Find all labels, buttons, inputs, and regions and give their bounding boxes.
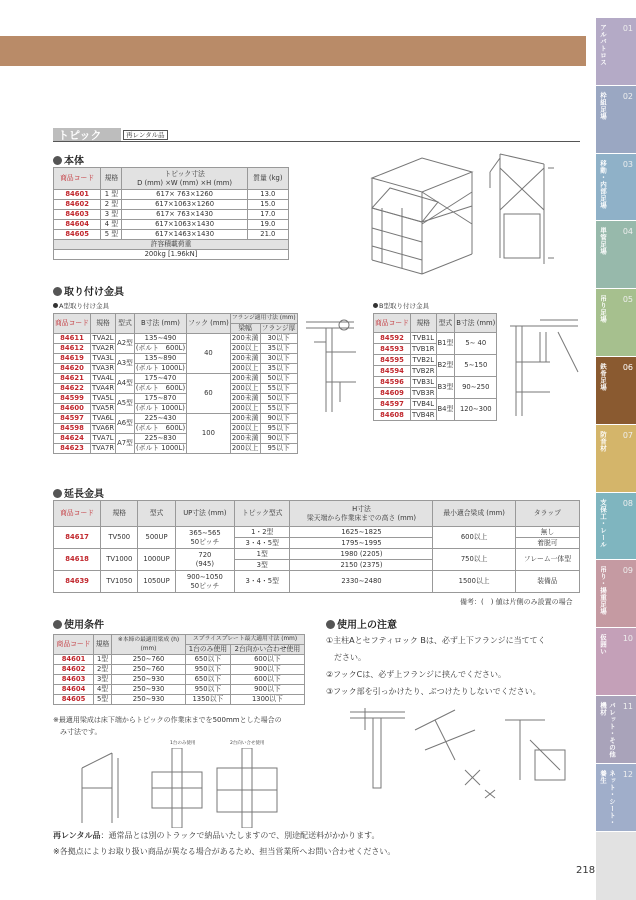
cell: 21.0 [247,230,288,240]
cell: 600以下 [230,655,304,665]
th: B寸法 (mm) [455,314,497,333]
cell: 84597 [54,414,91,424]
bullet-icon [53,303,58,308]
cell: 3型 [234,560,290,571]
tab-num: 09 [622,566,633,576]
cell: 600以下 [230,675,304,685]
section-conditions [53,616,104,631]
tab-label: アルバトロス [599,24,607,66]
cell: 84602 [54,665,94,675]
th-spec: 規格 [101,168,122,190]
tab-label: パレット・その他機材 [599,701,616,758]
cell: 617× 763×1430 [122,210,247,220]
cell: 84601 [54,655,94,665]
tab-10[interactable] [596,628,636,696]
tab-num: 05 [622,295,633,305]
cell: 35以下 [260,344,297,354]
section-label: 使用上の注意 [337,620,397,631]
cell: 225∼430 [134,414,186,424]
th: 型式 [138,501,175,527]
section-label: 本体 [64,156,84,167]
cell: 84597 [374,399,411,410]
tab-label: 吊り足場 [599,295,607,324]
cell: A7型 [116,434,135,454]
cell: 30以下 [260,334,297,344]
cell: TVA6R [91,424,115,432]
cell: (ボルト 1000L) [136,404,185,412]
bullet-icon [326,620,335,629]
cell: 84611 [54,334,91,344]
cell: 617×1463×1430 [122,230,247,240]
section-extension [53,485,104,500]
cell: 617×1063×1430 [122,220,247,230]
cell: 84594 [374,366,411,377]
cell: 200以上 [231,424,259,432]
th: 規格 [101,501,138,527]
tab-02[interactable] [596,86,636,154]
cell: 900以下 [230,665,304,675]
cell: 84605 [54,695,94,705]
section-label: 使用条件 [64,620,104,631]
cell: TVB2R [411,366,435,375]
cell: TVA4L [92,374,114,382]
cell: TV1050 [101,571,138,593]
ext-note: 備考：( ) 値は片側のみ設置の場合 [460,598,573,606]
tab-label: ネット・シート・養生 [599,769,616,826]
cell [175,571,234,593]
cell: 135∼890 [134,354,186,364]
cell: TVA3L [92,354,114,362]
cell: TVA2L [92,334,114,342]
cell: 84604 [54,220,101,230]
tab-08[interactable] [596,493,636,561]
section-caution [326,616,397,631]
cell: A6型 [116,414,135,434]
cell: 200以上 [231,344,259,352]
section-fitting [53,283,124,298]
cell: (ボルト 1000L) [136,444,185,452]
cell: 着脱可 [515,538,579,549]
cell: 84600 [54,404,91,414]
cell: (ボルト 600L) [135,344,186,352]
th: 規格 [94,635,112,655]
load-label: 許容積載荷重 [54,240,289,250]
cell: 17.0 [247,210,288,220]
tab-blank [596,832,636,900]
tab-label: 吊り・揚重足場 [599,566,607,616]
body-table [53,167,289,260]
cell: 4 型 [101,220,122,230]
cell: 84624 [54,434,91,444]
tab-01[interactable] [596,18,636,86]
tab-05[interactable] [596,289,636,357]
th-h: H寸法 [352,504,371,513]
cell: 13.0 [247,190,288,200]
up2: 50ピッチ [190,537,220,546]
cell: A2型 [116,334,135,354]
th: 2台向かい合わせ使用 [230,645,304,655]
tab-num: 08 [622,498,633,508]
caution-item: ださい。 [326,653,366,662]
cell: TVA4R [91,384,115,392]
cell: TVA6L [92,414,114,422]
topic-body-figure [362,148,562,278]
cell: フレーム一体型 [515,549,579,571]
cell: 250∼760 [112,665,186,675]
th-h2: 梁天端から作業床までの高さ (mm) [306,513,416,522]
bullet-icon [373,303,378,308]
fig-label-2: 2台向い合せ使用 [230,741,265,746]
th: 1台のみ使用 [186,645,231,655]
caution-list [326,632,546,700]
cell: 95以下 [260,424,297,434]
cell: 950以下 [186,685,231,695]
cell: 84596 [374,377,411,388]
tab-num: 11 [622,701,633,711]
th-dims-2: D (mm) ×W (mm) ×H (mm) [137,178,233,187]
cell: 84604 [54,685,94,695]
bullet-icon [53,287,62,296]
cell: 60 [187,374,231,414]
cell: 84598 [54,424,91,434]
cell [175,527,234,549]
load-value: 200kg [1.96kN] [54,250,289,260]
cell: 1 型 [101,190,122,200]
cell: 1300以下 [230,695,304,705]
cell: B3型 [436,377,455,399]
cell: TVB3R [411,388,435,397]
footer-text: ：通常品とは別のトラックで納品いたしますので、別途配送料がかかります。 [100,831,380,840]
conditions-figure [72,748,312,828]
caption-a [53,301,109,310]
cell: 無し [515,527,579,538]
footer-line-1 [53,828,395,844]
cell: 84617 [54,527,101,549]
cell: 84602 [54,200,101,210]
up: 720 [198,550,212,559]
fitting-b-table [373,313,497,421]
footer-line-2: ※各拠点によりお取り扱い商品が異なる場合があるため、担当営業所へお問い合わせください。 [53,847,396,856]
title-bar [53,128,580,142]
th: 商品コード [54,314,91,334]
cell: 1・2型 [234,527,290,538]
tab-num: 12 [622,769,633,779]
cell: 50以下 [260,374,297,384]
cell: 84593 [374,344,411,355]
tab-11[interactable] [596,696,636,764]
tab-07[interactable] [596,425,636,493]
cell: 30以下 [260,354,297,364]
cell: B2型 [436,355,455,377]
th: トピック型式 [234,501,290,527]
cell: 35以下 [260,364,297,374]
cell: TVB1R [411,344,435,353]
cell: TVB3L [412,377,435,386]
cell: 617× 763×1260 [122,190,247,200]
cell: TVA5R [91,404,115,412]
cell: 650以下 [186,655,231,665]
cell: TVB4L [412,399,435,408]
cell: TVA2R [91,344,115,352]
cell: 200以上 [231,384,259,392]
th: 梁幅 [230,324,260,334]
tab-06[interactable] [596,357,636,425]
cell: 84623 [54,444,91,454]
tab-label: 仮囲い [599,634,607,656]
th: 商品コード [374,314,411,333]
cell: 200未満 [231,414,259,422]
th-dims [122,168,247,190]
th: 商品コード [54,501,101,527]
section-label: 取り付け金具 [64,287,124,298]
cell: 175∼870 [134,394,186,404]
cell: 200未満 [231,434,259,442]
footer [53,828,395,860]
cell: 950以下 [186,665,231,675]
cell: 175∼470 [134,374,186,384]
cell: 100 [187,414,231,454]
cell: 84592 [374,333,411,344]
bullet-icon [53,156,62,165]
th: 規格 [90,314,115,334]
cell: 3 型 [101,210,122,220]
cell: 84599 [54,394,91,404]
cell: 200以上 [231,404,259,412]
cell: 84601 [54,190,101,200]
cell: 84639 [54,571,101,593]
th-dims-1: トピック寸法 [164,169,205,178]
rental-badge: 再レンタル品 [123,130,168,140]
bullet-icon [53,620,62,629]
cell: 200未満 [231,334,259,342]
cell: TVA7L [92,434,114,442]
tab-label: 単管足場 [599,227,607,256]
cell: 1050UP [138,571,175,593]
cell: 84618 [54,549,101,571]
header-band [0,36,586,66]
tab-num: 04 [622,227,633,237]
fitting-a-figure [296,312,368,422]
cell: TVB1L [412,333,435,342]
bullet-icon [53,489,62,498]
up: 900∼1050 [186,572,223,581]
cell: 40 [187,334,231,374]
cell: TVB4R [411,410,435,419]
cell: 84605 [54,230,101,240]
cell: 200以上 [231,364,259,372]
footer-bold: 再レンタル品 [53,831,101,840]
section-label: 延長金具 [64,489,104,500]
cell: 1000UP [138,549,175,571]
cell: B1型 [436,333,455,355]
caution-figure [345,700,575,800]
cell: 5 型 [101,230,122,240]
tab-num: 10 [622,634,633,644]
cond-note-2: み寸法です。 [60,728,102,736]
tab-09[interactable] [596,560,636,628]
cell: 1500以上 [433,571,515,593]
cell: 50以下 [260,394,297,404]
cell: 84619 [54,354,91,364]
conditions-table [53,634,305,705]
cell: TVA3R [91,364,115,372]
cell: 200以上 [231,444,259,452]
cell: 90∼250 [455,377,497,399]
cell: 84620 [54,364,91,374]
caption-text: B型取り付け金具 [379,302,429,310]
cell: A4型 [116,374,135,394]
cell: 84608 [374,410,411,421]
cell: TVA5L [92,394,114,402]
cell: TV1000 [101,549,138,571]
tab-12[interactable] [596,764,636,832]
cell: 2型 [94,665,112,675]
cell: 95以下 [260,444,297,454]
tab-num: 07 [622,430,633,440]
cell: 200未満 [231,374,259,382]
caption-text: A型取り付け金具 [59,302,109,310]
caption-b [373,301,429,310]
cell: TV500 [101,527,138,549]
cell: 55以下 [260,384,297,394]
cell: 1795∼1995 [290,538,433,549]
fig-label-1: 1台のみ使用 [170,741,196,746]
cell: 900以下 [230,685,304,695]
cell: (ボルト 1000L) [136,364,185,372]
chapter-sidebar [596,18,636,832]
cell: 15.0 [247,200,288,210]
cell: 84612 [54,344,91,354]
cell: 19.0 [247,220,288,230]
cell: 84622 [54,384,91,394]
caution-item: ①主柱Aとセフティロック Bは、必ず上下フランジに当ててく [326,636,546,645]
cell: TVB2L [412,355,435,364]
cell: TVA7R [91,444,115,452]
th: ※本締の最適用梁成 (h) (mm) [112,635,186,655]
cell: 5∼ 40 [455,333,497,355]
cell: A3型 [116,354,135,374]
cell: 55以下 [260,404,297,414]
cell: 2150 (2375) [290,560,433,571]
caution-item: ③フック部を引っかけたり、ぶつけたりしないでください。 [326,687,541,696]
section-body [53,152,84,167]
caution-item: ②フックCは、必ず上フランジに挟んでください。 [326,670,506,679]
cell [175,549,234,571]
cell: 200未満 [231,394,259,402]
cell: 1型 [234,549,290,560]
cell: 84603 [54,675,94,685]
page-number: 218 [576,865,596,876]
th: フランジ厚 [261,324,296,332]
th: 型式 [116,314,135,334]
cell: 250∼930 [112,685,186,695]
cell: 4型 [94,685,112,695]
tab-num: 01 [622,24,633,33]
fitting-b-figure [500,312,582,422]
th: 商品コード [54,635,94,655]
tab-num: 03 [622,159,633,169]
cell: 250∼760 [112,655,186,665]
tab-03[interactable] [596,154,636,222]
th: フランジ適用寸法 (mm) [230,314,297,324]
cell: 1625∼1825 [290,527,433,538]
extension-table [53,500,580,593]
cell: 225∼830 [134,434,186,444]
cell: 1型 [94,655,112,665]
th-mass: 質量 (kg) [247,168,288,190]
cell: 1350以下 [186,695,231,705]
th: タラップ [515,501,579,527]
cell: 250∼930 [112,675,186,685]
th: UP寸法 (mm) [175,501,234,527]
up2: 50ピッチ [190,581,220,590]
tab-num: 06 [622,362,633,372]
cell: 120∼300 [455,399,497,421]
cell: 84595 [374,355,411,366]
tab-label: 支保工・レール [599,498,607,548]
tab-label: 移動・内部足場 [599,159,607,209]
cell: 3・4・5型 [234,538,290,549]
tab-04[interactable] [596,221,636,289]
cell: A5型 [116,394,135,414]
cell: 750以上 [433,549,515,571]
cell: 84603 [54,210,101,220]
tab-label: 枠組足場 [599,91,607,120]
cell: 84621 [54,374,91,384]
cell: 600以上 [433,527,515,549]
tab-label: 防音材 [599,430,607,452]
th: 型式 [436,314,455,333]
tab-label: 鉄骨足場 [599,362,607,391]
cell: (ボルト 600L) [135,384,186,392]
cell: 2 型 [101,200,122,210]
cell: 90以下 [260,414,297,424]
th: B寸法 (mm) [134,314,186,334]
cell: 617×1063×1260 [122,200,247,210]
cell: 3・4・5型 [234,571,290,593]
cell: 500UP [138,527,175,549]
th [290,501,433,527]
th: スプライスプレート最大適用寸法 (mm) [186,635,305,645]
th: フック (mm) [187,314,231,334]
cell: 1980 (2205) [290,549,433,560]
page-title: トピック [58,129,102,142]
cell: 250∼930 [112,695,186,705]
cell: 90以下 [260,434,297,444]
th: 最小適合梁成 (mm) [433,501,515,527]
cell: 2330∼2480 [290,571,433,593]
cell: B4型 [436,399,455,421]
fitting-a-table [53,313,298,454]
tab-num: 02 [622,91,633,101]
cell: 5∼150 [455,355,497,377]
cell: 5型 [94,695,112,705]
cell: 200未満 [231,354,259,362]
cell: 3型 [94,675,112,685]
cell: 装備品 [515,571,579,593]
cell: (ボルト 600L) [135,424,186,432]
cell: 84609 [374,388,411,399]
th-code: 商品コード [54,168,101,190]
cell: 135∼490 [134,334,186,344]
cond-note-1: ※最適用梁成は床下端からトピックの作業床までを500mmとした場合の [53,716,282,724]
up2: (945) [195,559,215,568]
cell: 650以下 [186,675,231,685]
th: 規格 [410,314,436,333]
up: 365∼565 [189,528,221,537]
